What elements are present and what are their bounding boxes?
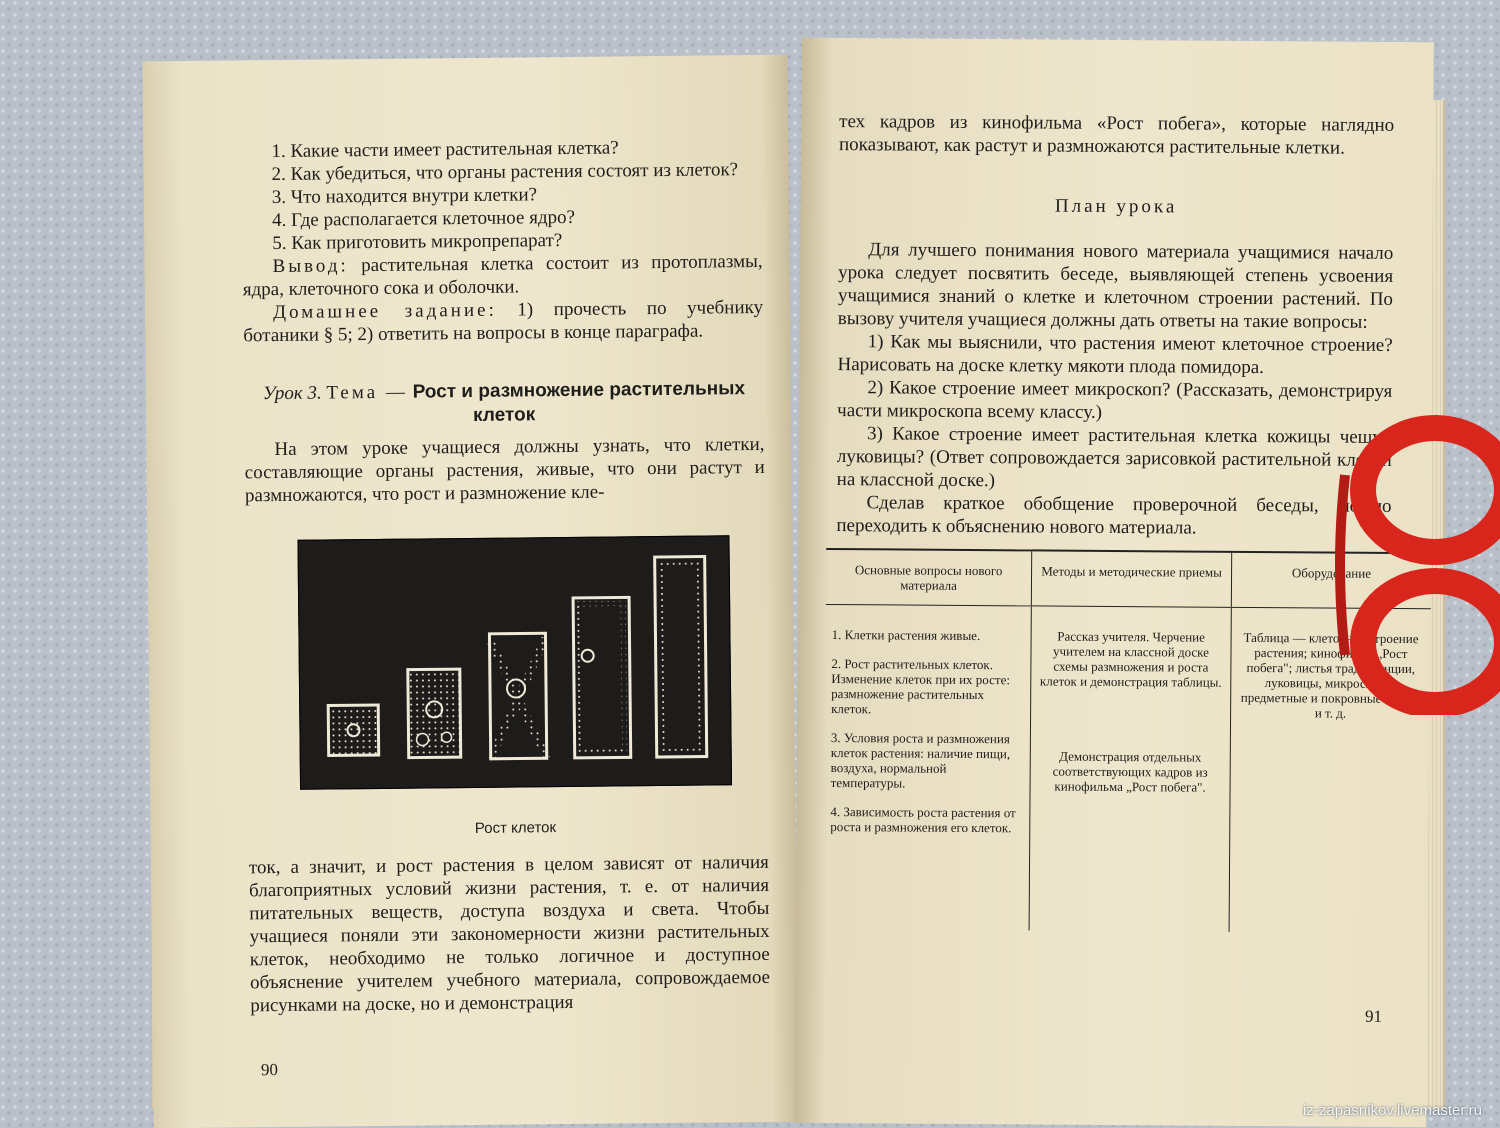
table-item: Демонстрация отдельных соответствующих кадров из кинофильма „Рост побега".	[1052, 748, 1208, 795]
cell-growth-figure	[297, 535, 732, 790]
question-5: 5. Как приготовить микропрепарат?	[272, 230, 563, 255]
table-item: 2. Рост растительных клеток. Изменение клеток при их росте: размножение растительных клеток.	[831, 656, 1011, 717]
homework	[243, 296, 763, 347]
table-header: Методы и методические приемы	[1032, 550, 1232, 607]
table-cell-questions	[824, 604, 1032, 930]
lesson-heading	[244, 377, 764, 430]
lesson-title: Рост и размножение растительных клеток	[412, 378, 746, 426]
scissors-icon	[1325, 415, 1500, 715]
plan-body	[836, 238, 1393, 541]
conclusion	[242, 250, 762, 301]
lesson-label: Урок 3.	[262, 382, 322, 405]
review-question-1: 1) Как мы выяснили, что растения имеют клеточное строение? Нарисовать на доске клетку мякоти плода помидора.	[837, 331, 1393, 379]
lesson-continuation: ток, а значит, и рост растения в целом зависят от наличия благоприятных условий жизни растения, т. е. от наличия питательных веществ, доступа воздуха и света. Чтобы учащиеся поняли эти закономерности жизни растительных клеток, необходимо не только логичное и доступное объяснение учителем учебного материала, сопровождаемое рисунками на доске, но и демонстрация	[248, 851, 771, 1017]
conclusion-text: растительная клетка состоит из протоплазмы, ядра, клеточного сока и оболочки.	[242, 250, 763, 301]
question-2: 2. Как убедиться, что органы растения состоят из клеток?	[271, 159, 739, 186]
table-item: Рассказ учителя. Черчение учителем на классной доске схемы размножения и роста клеток и демонстрация таблицы.	[1039, 628, 1222, 690]
plan-text: Для лучшего понимания нового материала учащимися начало урока следует посвятить беседе, выявляющей степень усвоения учащимися знаний о клетке и клеточном строении растений. По вызову учителя учащиеся должны дать ответы на такие вопросы:	[837, 239, 1394, 333]
table-header: Основные вопросы нового материала	[826, 549, 1032, 606]
question-4: 4. Где располагается клеточное ядро?	[271, 206, 576, 232]
summary-text: Сделав краткое обобщение проверочной беседы, можно переходить к объяснению нового материала.	[836, 492, 1392, 539]
right-top-text: тех кадров из кинофильма «Рост побега», которые наглядно показывают, как растут и размножаются растительные клетки.	[838, 111, 1395, 159]
table-cell-methods	[1029, 606, 1231, 932]
question-1: 1. Какие части имеет растительная клетка?	[271, 137, 619, 163]
page-number-left: 90	[260, 1060, 279, 1080]
conclusion-label: Вывод:	[272, 255, 349, 278]
left-page	[142, 55, 798, 1128]
watermark: iz-zapasnikov.livemaster.ru	[1303, 1102, 1482, 1119]
cell-growth-illustration	[298, 536, 731, 788]
table-item: 3. Условия роста и размножения клеток растения: наличие пищи, воздуха, нормальной температуры.	[830, 730, 1011, 791]
table-item: Таблица — клеточное строение растения; кинофильм „Рост побега"; листья традесканции, луковицы, микроскопы, предметные и покровные стекла и т. д.	[1240, 629, 1421, 721]
open-book	[148, 40, 1448, 1125]
homework-text: 1) прочесть по учебнику ботаники § 5; 2) ответить на вопросы в конце параграфа.	[243, 296, 764, 347]
table-item: 1. Клетки растения живые.	[831, 627, 981, 644]
plan-heading: План урока	[1054, 195, 1178, 218]
review-question-2: 2) Какое строение имеет микроскоп? (Рассказать, демонстрируя части микроскопа всему классу.)	[837, 377, 1393, 423]
topic-label: Тема —	[326, 381, 409, 404]
homework-label: Домашнее задание:	[272, 299, 497, 324]
question-3: 3. Что находится внутри клетки?	[271, 184, 538, 209]
table-item: 4. Зависимость роста растения от роста и размножения его клеток.	[830, 804, 1016, 836]
questions-block	[241, 135, 763, 347]
table-header: Оборудование	[1231, 552, 1431, 609]
page-number-right: 91	[1364, 1006, 1383, 1026]
review-question-3: 3) Какое строение имеет растительная клетка кожицы чешуи луковицы? (Ответ сопровождается зарисовкой растительной клетки на классной доске.)	[836, 423, 1393, 492]
lesson-intro: На этом уроке учащиеся должны узнать, что клетки, составляющие органы растения, живые, что они растут и размножаются, что рост и размножение кле-	[244, 433, 765, 507]
figure-caption: Рост клеток	[474, 819, 557, 837]
